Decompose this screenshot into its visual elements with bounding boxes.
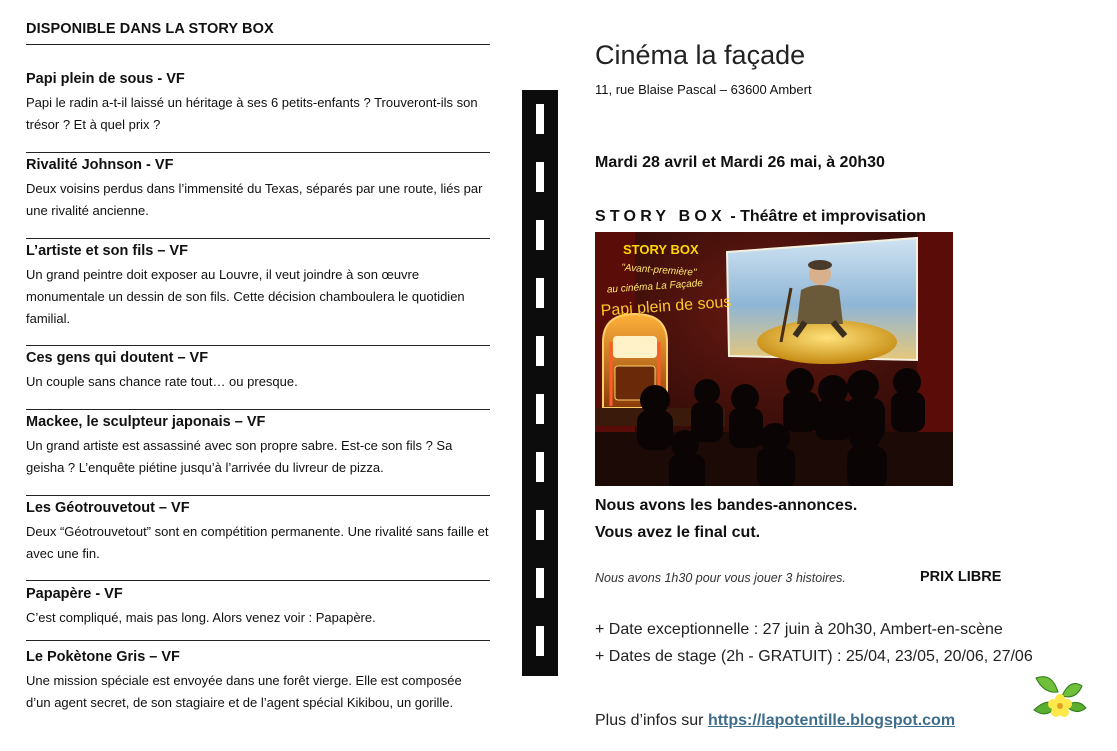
film-strip-hole [536, 220, 544, 250]
tagline [595, 492, 857, 546]
film-strip-hole [536, 394, 544, 424]
film-strip-hole [536, 278, 544, 308]
film-title: L’artiste et son fils – VF [26, 243, 188, 259]
tagline-line-1: Nous avons les bandes-annonces. [595, 497, 858, 514]
film-title: Papi plein de sous - VF [26, 71, 185, 87]
film-strip-hole [536, 104, 544, 134]
price-label: PRIX LIBRE [920, 569, 1002, 585]
cinema-address: 11, rue Blaise Pascal – 63600 Ambert [595, 82, 812, 97]
workshop-dates: + Dates de stage (2h - GRATUIT) : 25/04, 23/05, 20/06, 27/06 [595, 648, 1033, 665]
film-item [26, 413, 490, 479]
poster-subtitle: "Avant-première" [620, 262, 697, 279]
film-item [26, 242, 490, 330]
film-strip-hole [536, 510, 544, 540]
tagline-line-2: Vous avez le final cut. [595, 524, 761, 541]
film-item [26, 585, 490, 629]
divider [26, 238, 490, 239]
film-strip-hole [536, 568, 544, 598]
divider [26, 44, 490, 45]
divider [26, 152, 490, 153]
film-description: Deux “Géotrouvetout” sont en compétition permanente. Une rivalité sans faille et avec une fin. [26, 524, 489, 561]
film-title: Papapère - VF [26, 586, 123, 602]
film-description: Une mission spéciale est envoyée dans une forêt vierge. Elle est composée d’un agent secret, de son stagiaire et de l’agent spécial Kikibou, un gorille. [26, 673, 462, 710]
film-description: C’est compliqué, mais pas long. Alors venez voir : Papapère. [26, 610, 376, 625]
show-subtitle: - Théâtre et improvisation [730, 208, 926, 225]
poster-film-title: Papi plein de sous [600, 293, 732, 320]
extra-dates [595, 616, 1033, 670]
event-poster [595, 232, 953, 486]
poster-venue: au cinéma La Façade [606, 277, 704, 296]
film-item [26, 70, 490, 136]
more-info [595, 712, 955, 730]
film-item [26, 156, 490, 222]
show-duration: Nous avons 1h30 pour vous jouer 3 histoires. [595, 571, 846, 585]
divider [26, 345, 490, 346]
film-title: Ces gens qui doutent – VF [26, 350, 209, 366]
potentilla-flower-icon [1030, 668, 1090, 728]
divider [26, 409, 490, 410]
show-name: STORY BOX [595, 208, 726, 225]
film-strip-icon [522, 90, 558, 676]
show-heading [595, 208, 926, 226]
film-description: Un couple sans chance rate tout… ou presque. [26, 374, 298, 389]
section-title: DISPONIBLE DANS LA STORY BOX [26, 21, 274, 37]
more-info-label: Plus d’infos sur [595, 712, 704, 729]
film-item [26, 648, 466, 714]
film-title: Les Géotrouvetout – VF [26, 500, 190, 516]
film-strip-hole [536, 626, 544, 656]
film-description: Papi le radin a-t-il laissé un héritage à ses 6 petits-enfants ? Trouveront-ils son trésor ? Et à quel prix ? [26, 95, 478, 132]
divider [26, 640, 490, 641]
divider [26, 495, 490, 496]
event-dates: Mardi 28 avril et Mardi 26 mai, à 20h30 [595, 154, 885, 171]
exceptional-date: + Date exceptionnelle : 27 juin à 20h30, Ambert-en-scène [595, 621, 1003, 638]
film-description: Deux voisins perdus dans l’immensité du Texas, séparés par une route, liés par une rivalité ancienne. [26, 181, 483, 218]
film-strip-hole [536, 162, 544, 192]
film-title: Mackee, le sculpteur japonais – VF [26, 414, 266, 430]
cinema-name: Cinéma la façade [595, 40, 806, 70]
film-title: Le Pokètone Gris – VF [26, 649, 180, 665]
film-description: Un grand peintre doit exposer au Louvre, il veut joindre à son œuvre monumentale un dessin de son fils. Cette décision chamboulera le quotidien familial. [26, 267, 465, 326]
blog-link[interactable]: https://lapotentille.blogspot.com [707, 712, 956, 729]
film-strip-hole [536, 336, 544, 366]
divider [26, 580, 490, 581]
film-title: Rivalité Johnson - VF [26, 157, 174, 173]
film-item [26, 499, 490, 565]
film-strip-hole [536, 452, 544, 482]
film-description: Un grand artiste est assassiné avec son propre sabre. Est-ce son fils ? Sa geisha ? L’enquête piétine jusqu’à l’arrivée du livreur de pizza. [26, 438, 453, 475]
film-item [26, 349, 490, 393]
poster-title: STORY BOX [623, 242, 699, 257]
